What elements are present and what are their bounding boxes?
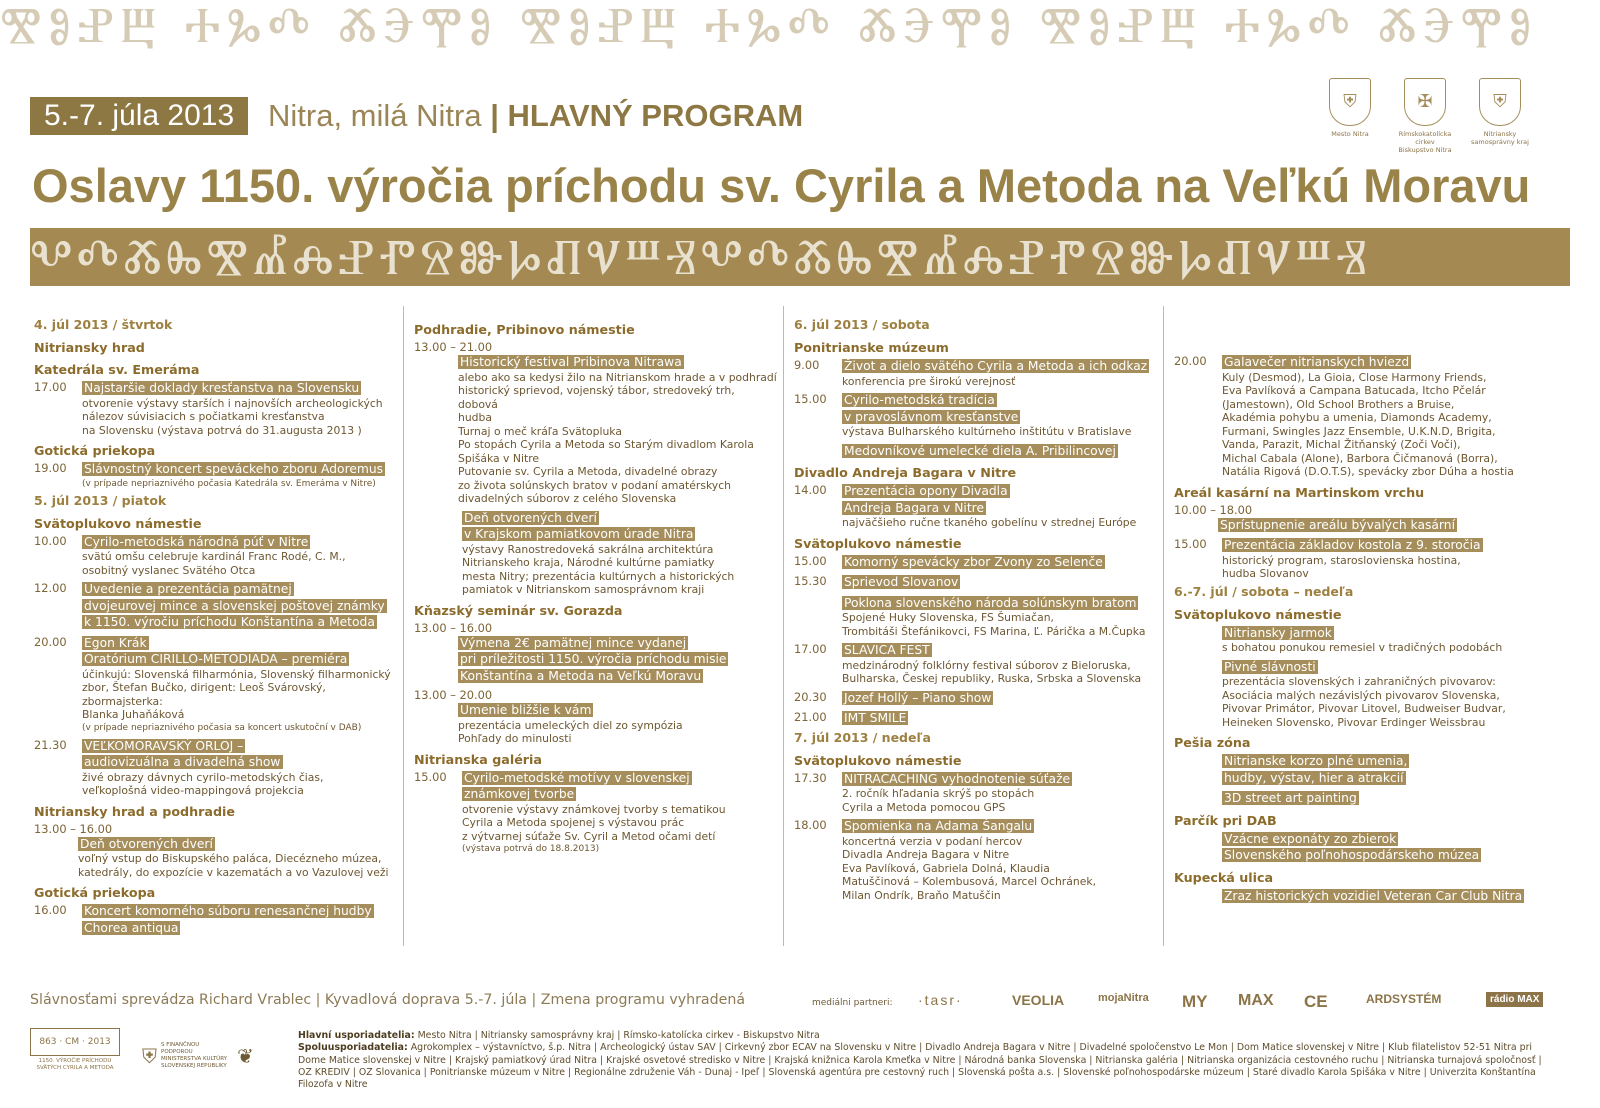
event-description: katedrály, do expozície v kazematách a vo Vazulovej veži xyxy=(78,865,389,879)
media-logo-ardsystem: ARDSYSTÉM xyxy=(1366,992,1442,1006)
anniversary-seal xyxy=(30,1028,120,1072)
day-heading: 4. júl 2013 / štvrtok xyxy=(34,317,173,332)
media-partners-label: mediálni partneri: xyxy=(812,998,893,1008)
column-divider xyxy=(403,306,404,946)
event-date-badge: 5.-7. júla 2013 xyxy=(30,97,248,135)
event-time: 13.00 – 16.00 xyxy=(414,620,493,635)
event-body xyxy=(1222,625,1550,655)
program-event xyxy=(790,690,1158,707)
event-title: Zraz historických vozidiel Veteran Car Club Nitra xyxy=(1224,888,1523,903)
program-event xyxy=(30,380,398,437)
column-spacer xyxy=(1170,316,1550,354)
band-glyphs: ⰂⰄⰆⰈⰊⰌⰎⰐⰒⰔⰖⰘⰚⰜⰞⰠⰂⰄⰆⰈⰊⰌⰎⰐⰒⰔⰖⰘⰚⰜⰞⰠ xyxy=(30,228,1371,286)
event-body xyxy=(1222,659,1550,730)
program-event xyxy=(1170,753,1550,786)
event-body xyxy=(842,443,1158,460)
program-event xyxy=(410,340,778,506)
event-body xyxy=(842,771,1158,815)
event-body xyxy=(1222,354,1550,479)
event-title: Slovenského poľnohospodárskeho múzea xyxy=(1224,848,1480,862)
media-logo-max: MAX xyxy=(1238,992,1274,1009)
co-organizers: Agrokomplex – výstavníctvo, š.p. Nitra | Archeologický ústav SAV | Cirkevný zbor ECAV na Slovensku v Nitre | Divadlo Andreja Bagara v Nitre | Divadelné spoločenstvo Le Mon | Dom Matice slovenskej v Nitre | Klub filatelistov 52-51 Nitra pri Dome Matice slovenskej v Nitre | Krajský pamiatkový úrad Nitra | Krajské osvetové stredisko v Nitre | Krajská knižnica Karola Kmeťka v Nitre | Národná banka Slovenska | Nitrianska galéria | Nitrianska organizácia cestovného ruchu | Nitrianska turnajová spoločnosť | OZ KREDIV | OZ Slovanica | Ponitrianske múzeum v Nitre | Regionálne združenie Váh - Dunaj - Ipeľ | Slovenská agentúra pre cestovný ruch | Slovenská pošta a.s. | Slovenské poľnohospodárske múzeum | Staré divadlo Karola Spišáka v Nitre | Univerzita Konštantína Filozofa v Nitre xyxy=(298,1042,1542,1091)
event-description: pamiatok v Nitrianskom samosprávnom kraji xyxy=(462,583,705,596)
day-heading: 5. júl 2013 / piatok xyxy=(34,492,167,508)
event-description: (Jamestown), Old School Brothers a Bruise, xyxy=(1222,397,1455,411)
event-title: Vzácne exponáty zo zbierok xyxy=(1224,831,1397,846)
event-description: výstavy Ranostredoveká sakrálna architektúra xyxy=(462,542,714,556)
logo-biskupstvo-nitra xyxy=(1393,78,1457,154)
event-time: 15.00 xyxy=(1174,537,1207,551)
event-body xyxy=(842,358,1158,388)
event-description: Matuščinová – Kolembusová, Marcel Ochránek, xyxy=(842,875,1097,888)
column-divider xyxy=(783,306,784,946)
event-body xyxy=(842,595,1158,639)
main-organizers-label: Hlavní usporiadatelia: xyxy=(298,1030,415,1041)
event-description: Furmani, Swingles Jazz Ensemble, U.K.N.D, Brigita, xyxy=(1222,424,1496,438)
event-time: 15.00 xyxy=(794,392,827,406)
event-body xyxy=(82,635,398,734)
event-title: Andreja Bagara v Nitre xyxy=(844,500,985,515)
church-emblem-icon: ✠ xyxy=(1404,78,1446,126)
seal-years: 863 · CM · 2013 xyxy=(30,1028,120,1056)
venue-heading: Kňazský seminár sv. Gorazda xyxy=(414,602,623,618)
event-body xyxy=(842,642,1158,686)
venue-heading: Katedrála sv. Emeráma xyxy=(34,362,200,377)
media-logo-my: MY xyxy=(1182,992,1208,1011)
event-title: Cyrilo-metodská národná púť v Nitre xyxy=(84,534,309,549)
media-logo-tasr: ·tasr· xyxy=(918,992,963,1008)
decorative-band xyxy=(30,228,1570,286)
event-description: Trombitáši Štefánikovci, FS Marina, Ľ. Párička a M.Čupka xyxy=(842,624,1146,638)
program-event xyxy=(790,710,1158,727)
event-title: Nitriansky jarmok xyxy=(1224,625,1332,640)
program-event xyxy=(790,483,1158,530)
program-event xyxy=(1170,888,1550,905)
event-title: hudby, výstav, hier a atrakcií xyxy=(1224,770,1404,785)
seal-text: 1150. VÝROČIE PRÍCHODU SVÄTÝCH CYRILA A METODA xyxy=(36,1058,114,1071)
event-title: Nitrianske korzo plné umenia, xyxy=(1224,754,1408,768)
ministry-emblem-icon: ❦ xyxy=(237,1044,254,1068)
event-title: Koncert komorného súboru renesančnej hudby xyxy=(84,904,372,918)
program-event xyxy=(1170,831,1550,864)
logo-label: Nitriansky xyxy=(1483,130,1517,138)
event-time: 21.30 xyxy=(34,737,67,752)
logo-nsk xyxy=(1468,78,1532,146)
program-event xyxy=(30,822,398,880)
event-body xyxy=(30,836,398,880)
event-time xyxy=(790,443,842,460)
venue-heading: Svätoplukovo námestie xyxy=(34,515,202,531)
event-description: Milan Ondrík, Braňo Matuščin xyxy=(842,888,1001,902)
event-description: Pohľady do minulosti xyxy=(458,732,572,745)
event-time: 14.00 xyxy=(794,483,827,497)
venue-heading: Nitriansky hrad xyxy=(34,340,145,355)
event-body xyxy=(842,554,1158,571)
event-title: Chorea antiqua xyxy=(84,920,179,935)
event-body xyxy=(410,354,778,506)
venue-heading: Svätoplukovo námestie xyxy=(794,535,962,551)
event-title: Konštantína a Metoda na Veľkú Moravu xyxy=(460,668,702,683)
event-time xyxy=(1170,753,1222,786)
event-description: mesta Nitry; prezentácia kultúrnych a historických xyxy=(462,569,735,583)
event-time: 20.00 xyxy=(34,634,67,649)
event-body xyxy=(842,483,1158,530)
page-title: Oslavy 1150. výročia príchodu sv. Cyrila a Metoda na Veľkú Moravu xyxy=(32,159,1531,212)
event-title: v pravoslávnom kresťanstve xyxy=(844,409,1019,424)
event-title: Medovníkové umelecké diela A. Pribilincovej xyxy=(844,443,1116,458)
program-event xyxy=(30,903,398,936)
program-event xyxy=(790,818,1158,902)
event-body xyxy=(842,710,1158,727)
event-title: Spomienka na Adama Šangalu xyxy=(844,819,1033,833)
event-description: medzinárodný folklórny festival súborov z Bieloruska, xyxy=(842,658,1131,672)
event-time: 13.00 – 20.00 xyxy=(414,688,493,702)
event-time: 19.00 xyxy=(34,461,67,475)
event-time xyxy=(1170,888,1222,905)
event-title: IMT SMILE xyxy=(844,711,907,725)
program-event xyxy=(410,770,778,856)
program-event xyxy=(790,358,1158,388)
event-time: 21.00 xyxy=(794,710,827,724)
event-time xyxy=(1170,790,1222,807)
program-event xyxy=(410,510,778,597)
event-title: pri príležitosti 1150. výročia príchodu misie xyxy=(460,652,727,666)
event-title: Komorný spevácky zbor Zvony zo Selenče xyxy=(844,554,1103,569)
event-body xyxy=(82,581,398,631)
program-event xyxy=(410,688,778,746)
event-title: Pivné slávnosti xyxy=(1224,659,1316,674)
event-description: hudba Slovanov xyxy=(1222,567,1309,580)
coat-of-arms-icon: ⛨ xyxy=(1479,78,1521,126)
event-description: Turnaj o meč kráľa Svätopluka xyxy=(458,424,622,438)
program-event xyxy=(790,771,1158,815)
event-title: Egon Krák xyxy=(84,635,147,650)
event-body xyxy=(842,574,1158,591)
program-column-3 xyxy=(790,316,1158,906)
footer-note: Slávnosťami sprevádza Richard Vrablec | Kyvadlová doprava 5.-7. júla | Zmena programu vyhradená xyxy=(30,992,746,1008)
event-time: 9.00 xyxy=(794,358,820,372)
event-description: zo života solúnskych bratov v podaní amatérskych xyxy=(458,478,731,492)
event-body xyxy=(842,392,1158,439)
event-title: Oratórium CIRILLO-METODIADA – premiéra xyxy=(84,652,348,666)
event-description: živé obrazy dávnych cyrilo-metodských čias, xyxy=(82,770,324,784)
event-description: historický sprievod, vojenský tábor, stredoveký trh, dobová xyxy=(458,384,735,411)
event-description: Cyrila a Metoda spojenej s výstavou prác xyxy=(462,816,685,829)
event-description: Bulharska, Českej republiky, Ruska, Srbska a Slovenska xyxy=(842,672,1142,685)
program-event xyxy=(30,635,398,734)
event-title: Jozef Hollý – Piano show xyxy=(844,690,992,705)
venue-heading: Areál kasární na Martinskom vrchu xyxy=(1174,484,1425,500)
venue-heading: Svätoplukovo námestie xyxy=(1174,606,1342,622)
event-time: 15.00 xyxy=(794,553,827,568)
decorative-glagolitic-strip: ⰊⰑⰐⰁ ⰀⰃⰄ ⰆⰅⰉⰑ ⰊⰑⰐⰁ ⰀⰃⰄ ⰆⰅⰉⰑ ⰊⰑⰐⰁ ⰀⰃⰄ ⰆⰅⰉⰑ xyxy=(0,0,1538,50)
event-title: dvojeurovej mince a slovenskej poštovej známky xyxy=(84,598,385,613)
event-description: Vanda, Parazit, Michal Žitňanský (Zoči Voči), xyxy=(1222,438,1461,451)
program-event xyxy=(1170,537,1550,581)
event-title: Sprístupnenie areálu bývalých kasární xyxy=(1220,517,1455,532)
event-body xyxy=(462,510,778,597)
event-time xyxy=(1170,659,1222,730)
event-body xyxy=(1222,790,1550,807)
event-title: SLAVICA FEST xyxy=(844,643,930,657)
event-time: 16.00 xyxy=(34,903,67,917)
event-description: najväčšieho ručne tkaného gobelínu v strednej Európe xyxy=(842,516,1137,529)
event-time xyxy=(1170,625,1222,655)
event-time: 12.00 xyxy=(34,581,67,595)
event-description: Michal Cabala (Alone), Barbora Čičmanová (Borra), xyxy=(1222,451,1498,465)
event-time: 17.00 xyxy=(794,642,827,656)
event-body xyxy=(1222,753,1550,786)
event-note: (v prípade nepriaznivého počasia sa koncert uskutoční v DAB) xyxy=(82,722,362,733)
event-title: Historický festival Pribinova Nitrawa xyxy=(460,355,682,369)
event-description: koncertná verzia v podaní hercov xyxy=(842,834,1023,848)
event-title: Galavečer nitrianskych hviezd xyxy=(1224,355,1410,369)
event-time: 17.30 xyxy=(794,770,827,785)
program-column-4 xyxy=(1170,316,1550,908)
program-event xyxy=(1170,659,1550,730)
event-title: Najstaršie doklady kresťanstva na Slovensku xyxy=(84,381,360,395)
event-description: prezentácia umeleckých diel zo sympózia xyxy=(458,718,683,732)
event-description: nálezov súvisiacich s počiatkami kresťanstva xyxy=(82,410,325,423)
venue-heading: Gotická priekopa xyxy=(34,885,156,900)
event-description: Po stopách Cyrila a Metoda so Starým divadlom Karola xyxy=(458,438,754,451)
program-event xyxy=(790,574,1158,591)
event-description: Putovanie sv. Cyrila a Metoda, divadelné obrazy xyxy=(458,465,718,478)
program-event xyxy=(1170,503,1550,534)
program-event xyxy=(790,642,1158,686)
event-time: 15.00 xyxy=(414,769,447,784)
program-event xyxy=(1170,790,1550,807)
venue-heading: Gotická priekopa xyxy=(34,443,156,458)
event-description: s bohatou ponukou remesiel v tradičných podobách xyxy=(1222,641,1503,654)
event-description: otvorenie výstavy starších i najnovších archeologických xyxy=(82,396,383,410)
header-subtitle xyxy=(268,96,803,136)
event-note: (výstava potrvá do 18.8.2013) xyxy=(462,844,600,854)
ministry-logo xyxy=(142,1042,292,1070)
event-description: prezentácia slovenských i zahraničných pivovarov: xyxy=(1222,675,1496,688)
event-description: konferencia pre širokú verejnosť xyxy=(842,374,1016,388)
venue-heading: Svätoplukovo námestie xyxy=(794,752,962,768)
event-description: alebo ako sa kedysi žilo na Nitrianskom hrade a v podhradí xyxy=(458,370,777,384)
program-event xyxy=(410,621,778,685)
event-description: Blanka Juhaňáková xyxy=(82,708,185,721)
event-time xyxy=(1170,831,1222,864)
coat-of-arms-icon: ⛨ xyxy=(1329,78,1371,126)
program-event xyxy=(790,443,1158,460)
event-title: NITRACACHING vyhodnotenie súťaže xyxy=(844,771,1071,786)
event-title: 3D street art painting xyxy=(1224,791,1357,805)
event-body xyxy=(462,770,778,856)
event-description: účinkujú: Slovenská filharmónia, Slovenský filharmonický xyxy=(82,667,391,681)
program-event xyxy=(30,461,398,490)
event-description: výstava Bulharského kultúrneho inštitútu v Bratislave xyxy=(842,425,1132,438)
header-separator: | xyxy=(490,98,499,133)
event-description: divadelných súborov z celého Slovenska xyxy=(458,492,677,505)
event-body xyxy=(82,903,398,936)
event-body xyxy=(1222,831,1550,864)
event-title: Sprievod Slovanov xyxy=(844,575,959,589)
logo-sublabel: samosprávny kraj xyxy=(1471,138,1529,146)
event-description: Natália Rigová (D.O.T.S), spevácky zbor Dúha a hostia xyxy=(1222,465,1514,478)
event-title: Poklona slovenského národa solúnskym bratom xyxy=(844,595,1137,610)
event-body xyxy=(842,690,1158,707)
event-description: na Slovensku (výstava potrvá do 31.augusta 2013 ) xyxy=(82,423,362,437)
event-title: audiovizuálna a divadelná show xyxy=(84,755,281,769)
event-title: k 1150. výročiu príchodu Konštantína a Metoda xyxy=(84,615,375,629)
city-name: Nitra, milá Nitra xyxy=(268,98,482,133)
event-time: 20.00 xyxy=(1174,354,1207,368)
event-description: hudba xyxy=(458,411,493,424)
column-divider xyxy=(1163,306,1164,946)
event-description: Nitrianskeho kraja, Národné kultúrne pamiatky xyxy=(462,556,715,569)
event-title: VEĽKOMORAVSKÝ ORLOJ – xyxy=(84,738,244,753)
venue-heading: Ponitrianske múzeum xyxy=(794,340,949,355)
venue-heading: Nitrianska galéria xyxy=(414,751,542,767)
event-body xyxy=(82,461,398,490)
event-title: Cyrilo-metodské motívy v slovenskej xyxy=(464,770,690,785)
event-body xyxy=(410,635,778,685)
venue-heading: Podhradie, Pribinovo námestie xyxy=(414,322,635,337)
event-title: Život a dielo svätého Cyrila a Metoda a ich odkaz xyxy=(844,359,1148,373)
event-body xyxy=(82,534,398,578)
media-logo-ce: CE xyxy=(1304,992,1328,1011)
venue-heading: Parčík pri DAB xyxy=(1174,812,1277,828)
event-description: Akadémia pohybu a umenia, Diamonds Academy, xyxy=(1222,411,1492,424)
event-body xyxy=(1170,517,1550,534)
media-logo-mojanitra: mojaNitra xyxy=(1098,992,1149,1004)
venue-heading: Divadlo Andreja Bagara v Nitre xyxy=(794,465,1017,480)
program-event xyxy=(790,595,1158,639)
event-description: Asociácia malých nezávislých pivovarov Slovenska, xyxy=(1222,688,1500,702)
event-description: historický program, staroslovienska hostina, xyxy=(1222,553,1461,567)
co-organizers-label: Spoluusporiadatelia: xyxy=(298,1042,408,1054)
organizers-text xyxy=(298,1030,1548,1091)
program-event xyxy=(790,392,1158,439)
event-description: svätú omšu celebruje kardinál Franc Rodé, C. M., xyxy=(82,550,346,563)
program-event xyxy=(30,581,398,631)
logo-label: Rímskokatolícka cirkev xyxy=(1398,130,1452,146)
day-heading: 6.-7. júl / sobota – nedeľa xyxy=(1174,583,1354,599)
program-event xyxy=(1170,625,1550,655)
event-description: Divadla Andreja Bagara v Nitre xyxy=(842,848,1010,861)
event-title: Prezentácia základov kostola z 9. storočia xyxy=(1224,538,1481,552)
logo-sublabel: Biskupstvo Nitra xyxy=(1398,146,1452,154)
venue-heading: Kupecká ulica xyxy=(1174,869,1274,885)
event-title: Slávnostný koncert speváckeho zboru Adoremus xyxy=(84,462,384,476)
ministry-text: S FINANČNOU PODPOROU MINISTERSTVA KULTÚRY SLOVENSKEJ REPUBLIKY xyxy=(161,1042,228,1069)
day-heading: 6. júl 2013 / sobota xyxy=(794,317,930,332)
event-title: Prezentácia opony Divadla xyxy=(844,484,1008,498)
event-body xyxy=(1222,537,1550,581)
event-description: Cyrila a Metoda pomocou GPS xyxy=(842,800,1006,814)
event-note: (v prípade nepriaznivého počasia Katedrála sv. Emeráma v Nitre) xyxy=(82,478,376,489)
program-column-2 xyxy=(410,316,778,859)
event-time: 20.30 xyxy=(794,689,827,704)
event-body xyxy=(842,818,1158,902)
event-time: 10.00 – 18.00 xyxy=(1174,502,1253,517)
event-description: Spišáka v Nitre xyxy=(458,451,540,465)
event-title: Výmena 2€ pamätnej mince vydanej xyxy=(460,635,687,650)
event-time xyxy=(410,510,462,597)
event-description: Kuly (Desmod), La Gioia, Close Harmony Friends, xyxy=(1222,370,1487,384)
event-body xyxy=(82,738,398,798)
event-time: 17.00 xyxy=(34,380,67,394)
media-logo-radio-max: rádio MAX xyxy=(1486,992,1543,1007)
event-body xyxy=(82,380,398,437)
event-description: Eva Pavlíková, Gabriela Dolná, Klaudia xyxy=(842,861,1050,875)
logo-label: Mesto Nitra xyxy=(1331,130,1369,138)
event-description: otvorenie výstavy známkovej tvorby s tematikou xyxy=(462,802,726,816)
media-logo-veolia: VEOLIA xyxy=(1012,992,1065,1008)
event-time: 10.00 xyxy=(34,533,67,548)
day-heading: 7. júl 2013 / nedeľa xyxy=(794,729,931,745)
event-title: Deň otvorených dverí xyxy=(80,836,213,851)
event-time: 13.00 – 21.00 xyxy=(414,340,493,354)
event-title: Cyrilo-metodská tradícia xyxy=(844,393,995,407)
event-title: Umenie bližšie k vám xyxy=(460,703,592,717)
event-title: známkovej tvorbe xyxy=(464,787,575,801)
main-organizers: Mesto Nitra | Nitriansky samosprávny kraj | Rímsko-katolícka cirkev - Biskupstvo Nitra xyxy=(417,1030,820,1041)
event-body xyxy=(1222,888,1550,905)
event-description: Eva Pavlíková a Campana Batucada, Itcho Pčelár xyxy=(1222,384,1486,397)
event-title: Deň otvorených dverí xyxy=(464,510,597,525)
event-time: 18.00 xyxy=(794,818,827,832)
event-description: 2. ročník hľadania skrýš po stopách xyxy=(842,787,1035,800)
program-event xyxy=(30,534,398,578)
event-description: z výtvarnej súťaže Sv. Cyril a Metod očami detí xyxy=(462,829,716,843)
event-time: 13.00 – 16.00 xyxy=(34,821,113,836)
program-event xyxy=(790,554,1158,571)
event-title: Uvedenie a prezentácia pamätnej xyxy=(84,582,292,596)
event-description: Heineken Slovensko, Pivovar Erdinger Weissbrau xyxy=(1222,715,1486,729)
event-description: Spojené Huky Slovenska, FS Šumiačan, xyxy=(842,611,1054,624)
event-body xyxy=(410,702,778,746)
venue-heading: Pešia zóna xyxy=(1174,735,1251,750)
event-description: zbor, Štefan Bučko, dirigent: Leoš Svárovský, zbormajsterka: xyxy=(82,681,326,708)
event-description: voľný vstup do Biskupského paláca, Diecézneho múzea, xyxy=(78,852,382,865)
program-column-1 xyxy=(30,316,398,940)
event-title: v Krajskom pamiatkovom úrade Nitra xyxy=(464,527,694,541)
event-time: 15.30 xyxy=(794,574,827,588)
program-event xyxy=(1170,354,1550,479)
event-description: osobitný vyslanec Svätého Otca xyxy=(82,563,256,577)
venue-heading: Nitriansky hrad a podhradie xyxy=(34,803,236,819)
program-event xyxy=(30,738,398,798)
event-time xyxy=(790,595,842,639)
event-description: Pivovar Primátor, Pivovar Litovel, Budweiser Budvar, xyxy=(1222,702,1506,715)
logo-mesto-nitra xyxy=(1318,78,1382,138)
slovak-coat-of-arms-icon: ⛨ xyxy=(142,1044,157,1068)
program-label: HLAVNÝ PROGRAM xyxy=(507,98,804,133)
event-description: veľkoplošná video-mappingová projekcia xyxy=(82,784,304,797)
